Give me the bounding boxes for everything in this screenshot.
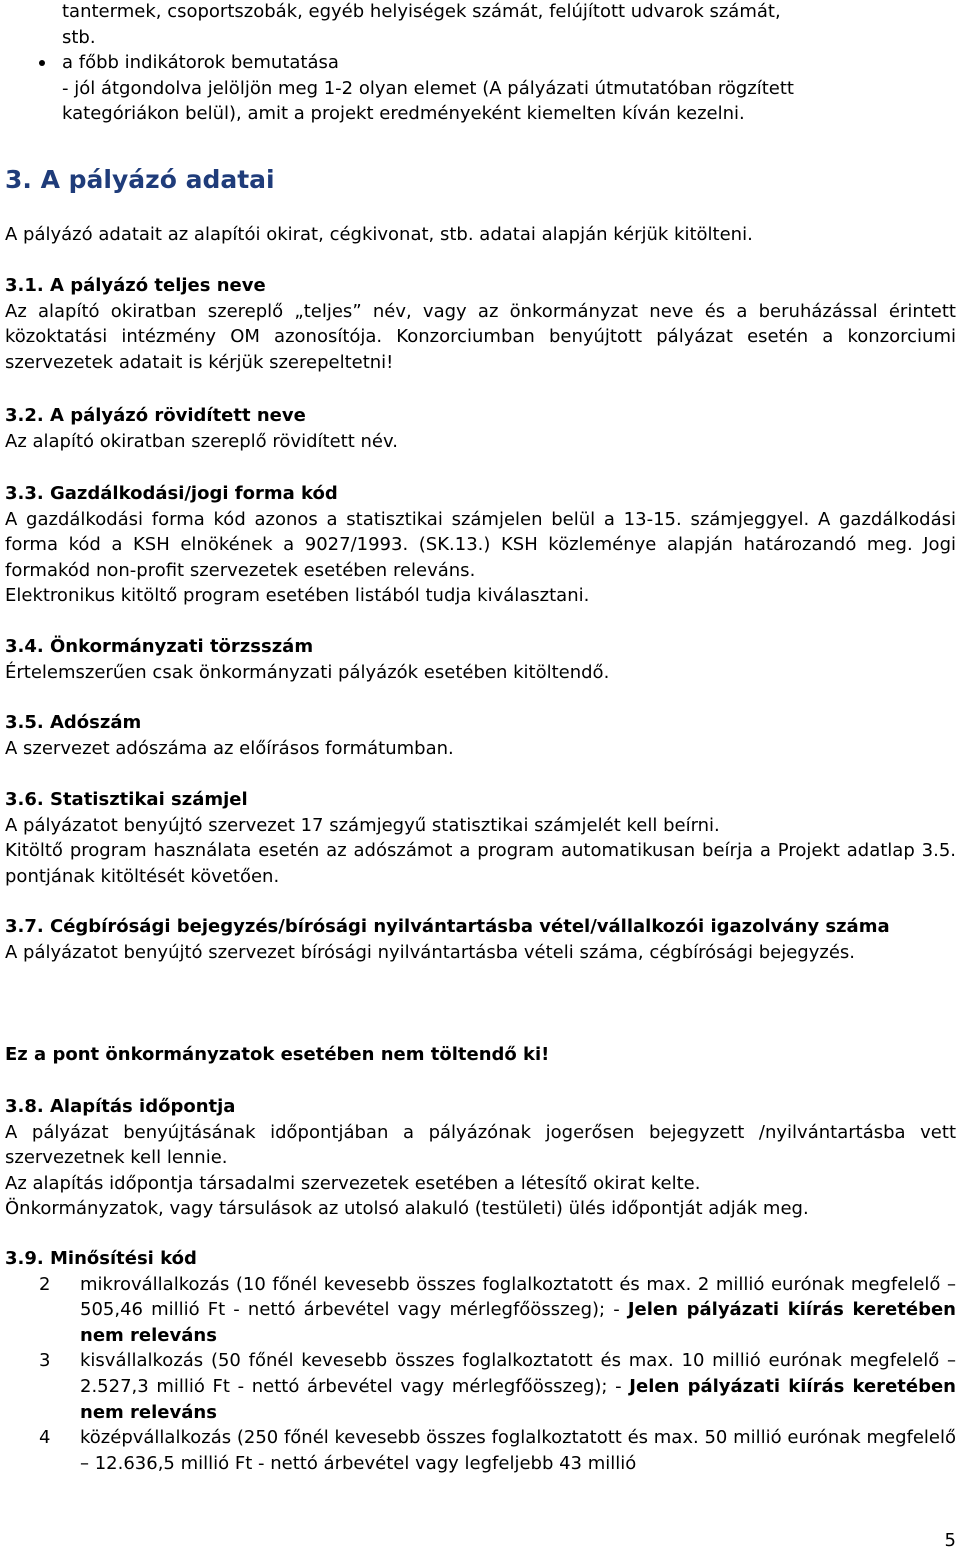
subsection-body: Az alapító okiratban szereplő rövidített név.: [5, 430, 398, 452]
subsection-3-3: [5, 481, 956, 609]
subsection-3-2: [5, 403, 956, 454]
subsection-body: Az alapító okiratban szereplő „teljes” név, vagy az önkormányzat neve és a beruházással érintett közoktatási intézmény OM azonosítója. Konzorciumban benyújtott pályázat esetén a konzorciumi szervezetek adatait is kérjük szerepeltetni!: [5, 300, 956, 373]
bullet-text: a főbb indikátorok bemutatása: [62, 52, 339, 74]
section-heading: 3. A pályázó adatai: [5, 165, 275, 194]
subsection-title: 3.4. Önkormányzati törzsszám: [5, 636, 314, 657]
qualification-desc: mikrovállalkozás (10 főnél kevesebb összes foglalkoztatott és max. 2 millió eurónak megfelelő – 505,46 millió Ft - nettó árbevétel vagy mérlegfőösszeg); -: [80, 1273, 956, 1321]
intro-block: [5, 0, 956, 127]
subsection-3-7: [5, 914, 956, 965]
qualification-text: [80, 1348, 956, 1425]
subsection-3-5: [5, 710, 956, 761]
intro-line: kategóriákon belül), amit a projekt eredményeként kiemelten kíván kezelni.: [62, 103, 745, 125]
subsection-title: 3.3. Gazdálkodási/jogi forma kód: [5, 483, 338, 504]
qualification-note: Jelen pályázati kiírás keretében nem releváns: [80, 1299, 956, 1346]
qualification-item: [5, 1425, 956, 1476]
subsection-title: 3.6. Statisztikai számjel: [5, 789, 248, 810]
subsection-title: 3.5. Adószám: [5, 712, 142, 733]
subsection-body: A pályázatot benyújtó szervezet 17 számjegyű statisztikai számjelét kell beírni.: [5, 814, 720, 836]
subsection-body: Értelemszerűen csak önkormányzati pályázók esetében kitöltendő.: [5, 661, 610, 683]
page-number: 5: [944, 1530, 956, 1551]
bullet-item: [62, 50, 956, 76]
subsection-3-8: [5, 1094, 956, 1222]
subsection-title: 3.8. Alapítás időpontja: [5, 1096, 236, 1117]
intro-line: tantermek, csoportszobák, egyéb helyiségek számát, felújított udvarok számát,: [62, 1, 781, 22]
subsection-body: A pályázat benyújtásának időpontjában a pályázónak jogerősen bejegyzett /nyilvántartásba vett szervezetnek kell lennie.: [5, 1121, 956, 1169]
qualification-code: 2: [39, 1273, 51, 1295]
qualification-code: 4: [39, 1427, 51, 1449]
subsection-title: 3.2. A pályázó rövidített neve: [5, 405, 306, 426]
subsection-body: Az alapítás időpontja társadalmi szervezetek esetében a létesítő okirat kelte.: [5, 1172, 701, 1194]
section-intro: A pályázó adatait az alapítói okirat, cégkivonat, stb. adatai alapján kérjük kitölteni.: [5, 224, 753, 245]
qualification-desc: kisvállalkozás (50 főnél kevesebb összes foglalkoztatott és max. 10 millió eurónak megfelelő – 2.527,3 millió Ft - nettó árbevétel vagy mérlegfőösszeg); -: [80, 1350, 956, 1397]
qualification-text: [80, 1425, 956, 1476]
qualification-item: [5, 1272, 956, 1349]
intro-line: stb.: [62, 26, 96, 48]
subsection-body: A szervezet adószáma az előírásos formátumban.: [5, 737, 454, 759]
subsection-3-4: [5, 634, 956, 685]
intro-line: - jól átgondolva jelöljön meg 1-2 olyan elemet (A pályázati útmutatóban rögzített: [62, 77, 794, 99]
subsection-3-6: [5, 787, 956, 889]
subsection-body: Kitöltő program használata esetén az adószámot a program automatikusan beírja a Projekt adatlap 3.5. pontjának kitöltését követően.: [5, 840, 956, 887]
qualification-note: Jelen pályázati kiírás keretében nem releváns: [80, 1375, 956, 1423]
subsection-body: Önkormányzatok, vagy társulások az utolsó alakuló (testületi) ülés időpontját adják meg.: [5, 1198, 809, 1220]
qualification-text: [80, 1272, 956, 1349]
subsection-3-1: [5, 273, 956, 375]
important-note: Ez a pont önkormányzatok esetében nem töltendő ki!: [5, 1044, 550, 1065]
subsection-title: 3.9. Minősítési kód: [5, 1248, 197, 1269]
qualification-item: [5, 1348, 956, 1425]
subsection-3-9: [5, 1246, 956, 1476]
subsection-title: 3.1. A pályázó teljes neve: [5, 275, 266, 296]
subsection-body: Elektronikus kitöltő program esetében listából tudja kiválasztani.: [5, 585, 590, 607]
subsection-body: A gazdálkodási forma kód azonos a statisztikai számjelen belül a 13-15. számjeggyel. A gazdálkodási forma kód a KSH elnökének a 9027/1993. (SK.13.) KSH közleménye alapján határozandó meg. Jogi formakód non-profit szervezetek esetében releváns.: [5, 508, 956, 581]
bullet-icon: [39, 60, 45, 66]
subsection-title: 3.7. Cégbírósági bejegyzés/bírósági nyilvántartásba vétel/vállalkozói igazolvány száma: [5, 916, 890, 937]
subsection-body: A pályázatot benyújtó szervezet bírósági nyilvántartásba vételi száma, cégbírósági bejegyzés.: [5, 941, 855, 963]
qualification-code: 3: [39, 1350, 51, 1372]
qualification-desc: középvállalkozás (250 főnél kevesebb összes foglalkoztatott és max. 50 millió eurónak megfelelő – 12.636,5 millió Ft - nettó árbevétel vagy legfeljebb 43 millió: [80, 1427, 956, 1474]
